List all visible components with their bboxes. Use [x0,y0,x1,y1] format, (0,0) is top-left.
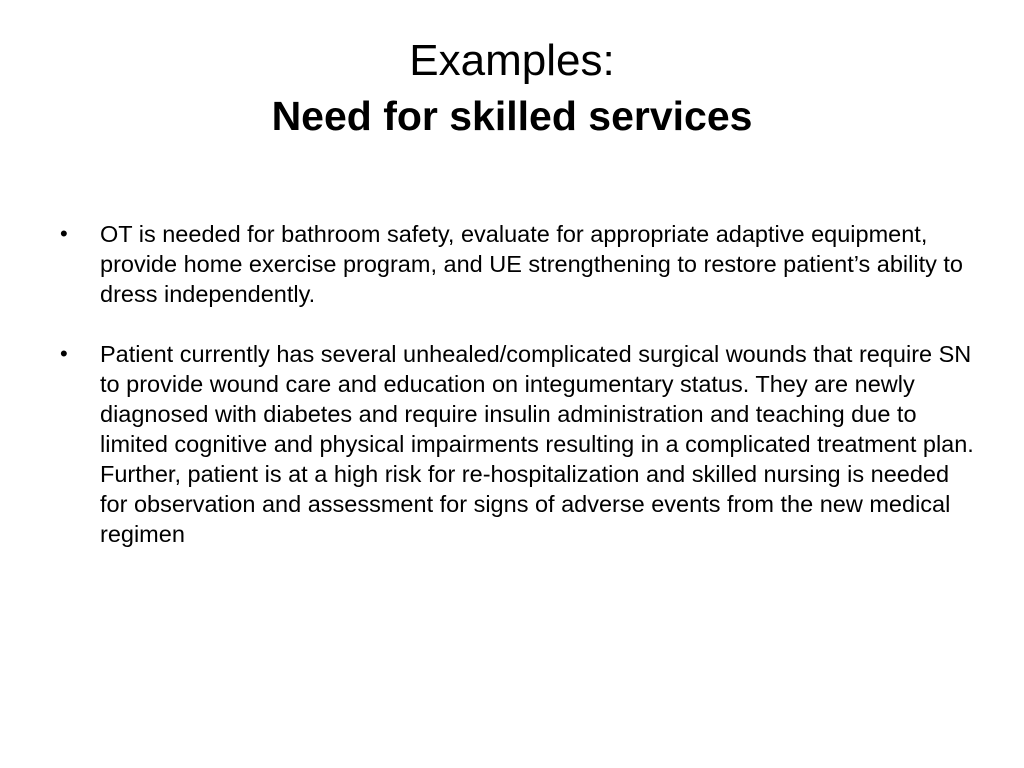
bullet-item-sn [60,339,980,549]
slide-title [0,34,1024,144]
bullet-text: OT is needed for bathroom safety, evaluate for appropriate adaptive equipment, provide home exercise program, and UE strengthening to restore patient’s ability to dress independently. [100,221,964,307]
bullet-dot-icon: • [60,341,68,366]
title-line-need-for-skilled-services: Need for skilled services [271,93,753,139]
bullet-item-ot [60,219,980,309]
bullet-list [60,219,980,579]
title-line-examples: Examples: [409,36,615,85]
bullet-dot-icon: • [60,221,68,246]
bullet-text: Patient currently has several unhealed/complicated surgical wounds that require SN to provide wound care and education on integumentary status. They are newly diagnosed with diabetes and require insulin administration and teaching due to limited cognitive and physical impairments resulting in a complicated treatment plan. Further, patient is at a high risk for re-hospitalization and skilled nursing is needed for observation and assessment for signs of adverse events from the new medical regimen [100,341,974,547]
